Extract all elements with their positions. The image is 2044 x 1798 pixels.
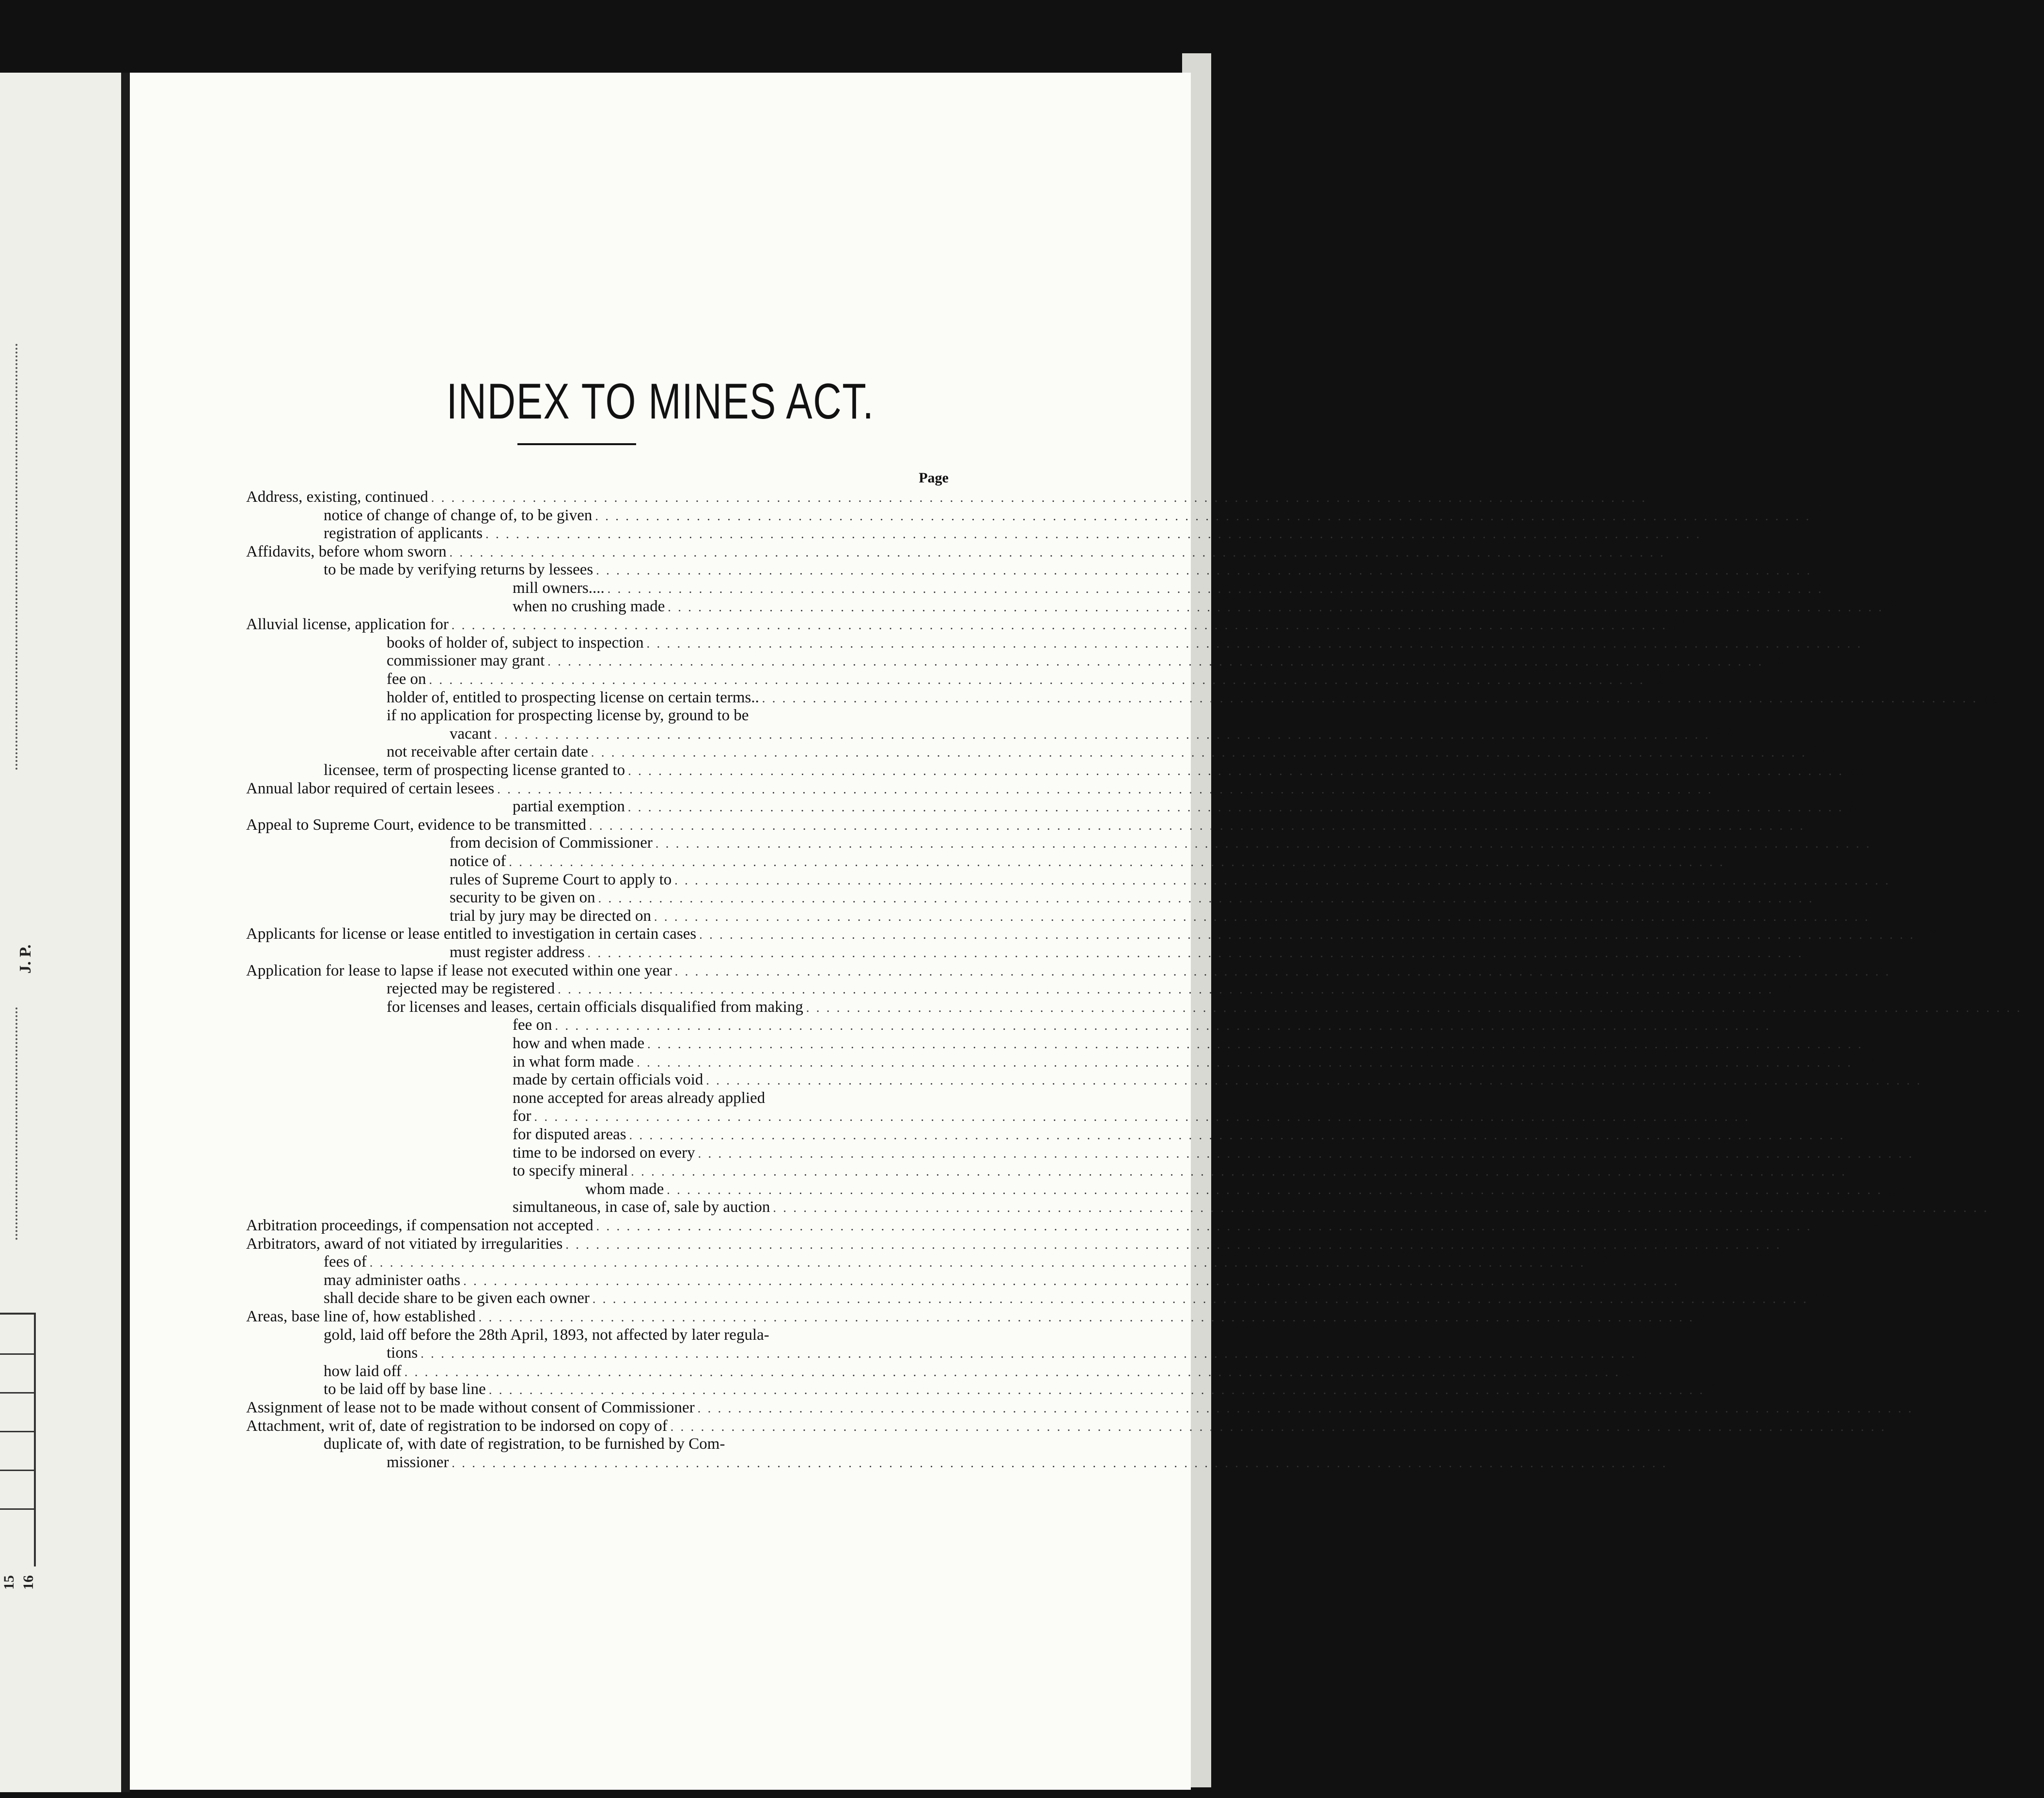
strip-table-line [0,1392,34,1394]
index-entry [246,779,1735,798]
index-entry [513,1126,1868,1144]
index-entry [513,1107,1772,1126]
entry-label: fee on [513,1016,552,1034]
entry-page-number: 7 [1764,1107,1772,1125]
entry-page-number: 17 [1787,1235,1804,1253]
entry-page-number: 8 [1904,961,1913,979]
entry-page-number: 40 [1818,561,1834,579]
entry-page-number: 21 [1731,852,1747,870]
entry-page-number: 7 [2003,1198,2012,1216]
dot-leader: . . . . . . . . . . . . . . . . . . . . . . . . . . . . . . . . . . . . . . . . . . . . . . . . . . . . . . . . . . . . . . . . . . . . . . . . . . . . . . . . . . . . . . . . . . . . . . . . . . . . . . . . . . . . . . . . . . . . . . . . [534,1110,1750,1124]
entry-label: holder of, entitled to prospecting license on certain terms.. [387,688,759,706]
index-entry [387,634,1885,652]
entry-page-number: 25 [1779,980,1796,998]
entry-page-number: 46 [1592,1253,1608,1271]
dot-leader: . . . . . . . . . . . . . . . . . . . . . . . . . . . . . . . . . . . . . . . . . . . . . . . . . . . . . . . . . . . . . . . . . . . . . . . . . . . . . . . . . . . . . . . . . . . . . . . . . . . . . . . . . . . . . . . . . . . . . . . . [773,1201,1989,1215]
index-entry [246,1399,1936,1417]
entry-label: for disputed areas [513,1126,626,1143]
entry-label: shall decide share to be given each owner [324,1289,590,1307]
entry-label: Address, existing, continued [246,488,428,506]
entry-label: Arbitration proceedings, if compensation not accepted [246,1217,593,1234]
strip-table-line [0,1431,34,1432]
index-entry [450,870,1913,889]
index-entry [246,925,1937,944]
entry-label: Attachment, writ of, date of registration to be indorsed on copy of [246,1417,668,1435]
index-entry [513,1053,1875,1071]
entry-page-number: 22 [1817,506,1833,524]
entry-label: for licenses and leases, certain officials disqualified from making [387,998,803,1016]
dot-leader: . . . . . . . . . . . . . . . . . . . . . . . . . . . . . . . . . . . . . . . . . . . . . . . . . . . . . . . . . . . . . . . . . . . . . . . . . . . . . . . . . . . . . . . . . . . . . . . . . . . . . . . . . . . . . . . . . . . . . . . . [629,1128,1845,1142]
index-entry [513,1016,1794,1035]
entry-label: notice of change of change of, to be given [324,506,593,524]
entry-label: when no crushing made [513,597,665,615]
entry-page-number: 30 [1829,579,1846,597]
dot-leader: . . . . . . . . . . . . . . . . . . . . . . . . . . . . . . . . . . . . . . . . . . . . . . . . . . . . . . . . . . . . . . . . . . . . . . . . . . . . . . . . . . . . . . . . . . . . . . . . . . . . . . . . . . . . . . . . . . . . . . . . [668,600,1884,614]
index-entry [324,1435,949,1454]
entry-page-number: 36 [1716,725,1732,743]
index-entry [246,616,1690,634]
entry-label: Alluvial license, application for [246,616,449,634]
dot-leader: . . . . . . . . . . . . . . . . . . . . . . . . . . . . . . . . . . . . . . . . . . . . . . . . . . . . . . . . . . . . . . . . . . . . . . . . . . . . . . . . . . . . . . . . . . . . . . . . . . . . . . . . . . . . . . . . . . . . . . . . [637,1055,1853,1070]
index-entry [324,561,1834,579]
entry-label: gold, laid off before the 28th April, 1893, not affected by later regula- [324,1326,769,1344]
index-entry [450,725,1732,744]
entry-label: in what form made [513,1053,634,1070]
entry-label: to be made by verifying returns by lessees [324,561,593,579]
dot-leader: . . . . . . . . . . . . . . . . . . . . . . . . . . . . . . . . . . . . . . . . . . . . . . . . . . . . . . . . . . . . . . . . . . . . . . . . . . . . . . . . . . . . . . . . . . . . . . . . . . . . . . . . . . . . . . . . . . . . . . . . [488,1383,1705,1397]
dot-leader: . . . . . . . . . . . . . . . . . . . . . . . . . . . . . . . . . . . . . . . . . . . . . . . . . . . . . . . . . . . . . . . . . . . . . . . . . . . . . . . . . . . . . . . . . . . . . . . . . . . . . . . . . . . . . . . . . . . . . . . . [494,727,1710,742]
entry-page-number: 17 [1814,1289,1831,1307]
entry-page-number: 40 [1777,1016,1794,1034]
entry-label: to be laid off by base line [324,1380,486,1398]
entry-label: Affidavits, before whom sworn [246,542,447,560]
index-entry [450,907,1892,926]
dot-leader: . . . . . . . . . . . . . . . . . . . . . . . . . . . . . . . . . . . . . . . . . . . . . . . . . . . . . . . . . . . . . . . . . . . . . . . . . . . . . . . . . . . . . . . . . . . . . . . . . . . . . . . . . . . . . . . . . . . . . . . . [667,1182,1883,1197]
entry-page-number: 34 [1626,1362,1643,1380]
index-entry [513,1162,1869,1180]
dot-leader: . . . . . . . . . . . . . . . . . . . . . . . . . . . . . . . . . . . . . . . . . . . . . . . . . . . . . . . . . . . . . . . . . . . . . . . . . . . . . . . . . . . . . . . . . . . . . . . . . . . . . . . . . . . . . . . . . . . . . . . . [598,891,1814,906]
entry-page-number: 17 [1685,1271,1701,1289]
index-entry [513,579,1846,598]
dot-leader: . . . . . . . . . . . . . . . . . . . . . . . . . . . . . . . . . . . . . . . . . . . . . . . . . . . . . . . . . . . . . . . . . . . . . . . . . . . . . . . . . . . . . . . . . . . . . . . . . . . . . . . . . . . . . . . . . . . . . . . . [497,782,1713,796]
page-title: INDEX TO MINES ACT. [446,373,874,430]
entry-page-number: 35 [1869,634,1885,651]
dot-leader: . . . . . . . . . . . . . . . . . . . . . . . . . . . . . . . . . . . . . . . . . . . . . . . . . . . . . . . . . . . . . . . . . . . . . . . . . . . . . . . . . . . . . . . . . . . . . . . . . . . . . . . . . . . . . . . . . . . . . . . . [589,818,1805,833]
entry-label: none accepted for areas already applied [513,1089,765,1107]
entry-page-number: 37 [1711,1380,1727,1398]
index-entry [387,1344,1659,1363]
entry-page-number: 6, 36 [1885,1180,1918,1198]
dot-leader: . . . . . . . . . . . . . . . . . . . . . . . . . . . . . . . . . . . . . . . . . . . . . . . . . . . . . . . . . . . . . . . . . . . . . . . . . . . . . . . . . . . . . . . . . . . . . . . . . . . . . . . . . . . . . . . . . . . . . . . . [429,673,1645,687]
index-entry [387,688,2000,707]
dot-leader: . . . . . . . . . . . . . . . . . . . . . . . . . . . . . . . . . . . . . . . . . . . . . . . . . . . . . . . . . . . . . . . . . . . . . . . . . . . . . . . . . . . . . . . . . . . . . . . . . . . . . . . . . . . . . . . . . . . . . . . . [670,1419,1887,1434]
index-entry [450,889,1837,907]
index-entry [513,1089,949,1108]
index-page [130,73,2044,1790]
entry-label: missioner [387,1453,449,1471]
index-entry [324,506,1833,525]
index-entry [324,1380,1727,1399]
dot-leader: . . . . . . . . . . . . . . . . . . . . . . . . . . . . . . . . . . . . . . . . . . . . . . . . . . . . . . . . . . . . . . . . . . . . . . . . . . . . . . . . . . . . . . . . . . . . . . . . . . . . . . . . . . . . . . . . . . . . . . . . [607,582,1824,596]
entry-label: Assignment of lease not to be made without consent of Commissioner [246,1399,695,1416]
index-entry [246,961,1913,980]
entry-page-number: 35 [1769,652,1786,670]
page-column-heading: Page [919,470,949,486]
dot-leader: . . . . . . . . . . . . . . . . . . . . . . . . . . . . . . . . . . . . . . . . . . . . . . . . . . . . . . . . . . . . . . . . . . . . . . . . . . . . . . . . . . . . . . . . . . . . . . . . . . . . . . . . . . . . . . . . . . . . . . . . [647,1037,1863,1051]
entry-label: Arbitrators, award of not vitiated by irregularities [246,1235,563,1253]
entry-page-number: 22 [1671,542,1688,560]
entry-page-number: 34 [1642,1344,1659,1362]
index-entry [246,1235,1804,1254]
dot-leader: . . . . . . . . . . . . . . . . . . . . . . . . . . . . . . . . . . . . . . . . . . . . . . . . . . . . . . . . . . . . . . . . . . . . . . . . . . . . . . . . . . . . . . . . . . . . . . . . . . . . . . . . . . . . . . . . . . . . . . . . [595,509,1811,523]
dot-leader: . . . . . . . . . . . . . . . . . . . . . . . . . . . . . . . . . . . . . . . . . . . . . . . . . . . . . . . . . . . . . . . . . . . . . . . . . . . . . . . . . . . . . . . . . . . . . . . . . . . . . . . . . . . . . . . . . . . . . . . . [627,800,1844,815]
dot-leader: . . . . . . . . . . . . . . . . . . . . . . . . . . . . . . . . . . . . . . . . . . . . . . . . . . . . . . . . . . . . . . . . . . . . . . . . . . . . . . . . . . . . . . . . . . . . . . . . . . . . . . . . . . . . . . . . . . . . . . . . [592,1292,1809,1306]
entry-page-number: 7 [1928,1144,1936,1162]
strip-table-line [0,1353,34,1355]
entry-page-number: 21 [1820,889,1837,907]
dot-leader: . . . . . . . . . . . . . . . . . . . . . . . . . . . . . . . . . . . . . . . . . . . . . . . . . . . . . . . . . . . . . . . . . . . . . . . . . . . . . . . . . . . . . . . . . . . . . . . . . . . . . . . . . . . . . . . . . . . . . . . . [762,691,1978,705]
dot-leader: . . . . . . . . . . . . . . . . . . . . . . . . . . . . . . . . . . . . . . . . . . . . . . . . . . . . . . . . . . . . . . . . . . . . . . . . . . . . . . . . . . . . . . . . . . . . . . . . . . . . . . . . . . . . . . . . . . . . . . . . [451,618,1668,633]
entry-page-number: 6 [1936,1071,1944,1089]
dot-leader: . . . . . . . . . . . . . . . . . . . . . . . . . . . . . . . . . . . . . . . . . . . . . . . . . . . . . . . . . . . . . . . . . . . . . . . . . . . . . . . . . . . . . . . . . . . . . . . . . . . . . . . . . . . . . . . . . . . . . . . . [596,1219,1812,1233]
index-entry [387,1453,1690,1472]
index-entry [324,1289,1831,1308]
entry-page-number: 35 [1813,743,1829,761]
index-entry [387,707,949,725]
index-entry [246,488,1670,507]
entry-label: security to be given on [450,889,595,907]
entry-page-number: 35 [1651,670,1668,688]
entry-page-number: 35 [1673,616,1690,634]
index-entry [246,542,1688,561]
entry-label: if no application for prospecting license by, ground to be [387,707,749,725]
dot-leader: . . . . . . . . . . . . . . . . . . . . . . . . . . . . . . . . . . . . . . . . . . . . . . . . . . . . . . . . . . . . . . . . . . . . . . . . . . . . . . . . . . . . . . . . . . . . . . . . . . . . . . . . . . . . . . . . . . . . . . . . [565,1237,1781,1252]
entry-page-number: 7 [1867,1053,1875,1070]
entry-page-number: 21 [1896,870,1913,888]
entry-label: fees of [324,1253,367,1271]
dot-leader: . . . . . . . . . . . . . . . . . . . . . . . . . . . . . . . . . . . . . . . . . . . . . . . . . . . . . . . . . . . . . . . . . . . . . . . . . . . . . . . . . . . . . . . . . . . . . . . . . . . . . . . . . . . . . . . . . . . . . . . . [699,928,1915,942]
dot-leader: . . . . . . . . . . . . . . . . . . . . . . . . . . . . . . . . . . . . . . . . . . . . . . . . . . . . . . . . . . . . . . . . . . . . . . . . . . . . . . . . . . . . . . . . . . . . . . . . . . . . . . . . . . . . . . . . . . . . . . . . [646,636,1863,651]
entry-label: simultaneous, in case of, sale by auction [513,1198,770,1216]
dot-leader: . . . . . . . . . . . . . . . . . . . . . . . . . . . . . . . . . . . . . . . . . . . . . . . . . . . . . . . . . . . . . . . . . . . . . . . . . . . . . . . . . . . . . . . . . . . . . . . . . . . . . . . . . . . . . . . . . . . . . . . . [674,964,1891,978]
index-entry [585,1180,1918,1199]
index-entry [246,816,1827,835]
entry-label: licensee, term of prospecting license granted to [324,761,625,779]
strip-jp-label: J. P. [16,944,34,974]
entry-label: books of holder of, subject to inspection [387,634,644,651]
entry-page-number: 36 [1850,761,1866,779]
dot-leader: . . . . . . . . . . . . . . . . . . . . . . . . . . . . . . . . . . . . . . . . . . . . . . . . . . . . . . . . . . . . . . . . . . . . . . . . . . . . . . . . . . . . . . . . . . . . . . . . . . . . . . . . . . . . . . . . . . . . . . . . [509,855,1725,869]
dot-leader: . . . . . . . . . . . . . . . . . . . . . . . . . . . . . . . . . . . . . . . . . . . . . . . . . . . . . . . . . . . . . . . . . . . . . . . . . . . . . . . . . . . . . . . . . . . . . . . . . . . . . . . . . . . . . . . . . . . . . . . . [404,1364,1621,1379]
entry-page-number: 21 [1876,907,1892,925]
entry-page-number: 15. 16, 17 [1815,1217,1879,1234]
entry-label: made by certain officials void [513,1071,703,1089]
entry-label: whom made [585,1180,664,1198]
index-entry [246,1217,1879,1235]
entry-page-number: 35 [1984,688,2000,706]
entry-label: time to be indorsed on every [513,1144,695,1162]
entry-label: Areas, base line of, how established [246,1308,476,1325]
entry-page-number: 44 [1919,1399,1936,1416]
dot-leader: . . . . . . . . . . . . . . . . . . . . . . . . . . . . . . . . . . . . . . . . . . . . . . . . . . . . . . . . . . . . . . . . . . . . . . . . . . . . . . . . . . . . . . . . . . . . . . . . . . . . . . . . . . . . . . . . . . . . . . . . [631,1164,1847,1179]
index-entry [324,525,1724,543]
index-entry [246,1417,1909,1436]
dot-leader: . . . . . . . . . . . . . . . . . . . . . . . . . . . . . . . . . . . . . . . . . . . . . . . . . . . . . . . . . . . . . . . . . . . . . . . . . . . . . . . . . . . . . . . . . . . . . . . . . . . . . . . . . . . . . . . . . . . . . . . . [485,527,1701,542]
entry-label: partial exemption [513,798,625,816]
index-entry [450,852,1747,871]
entry-page-number: 22 [1707,525,1724,542]
entry-page-number: 40 [1853,1162,1869,1180]
dot-leader: . . . . . . . . . . . . . . . . . . . . . . . . . . . . . . . . . . . . . . . . . . . . . . . . . . . . . . . . . . . . . . . . . . . . . . . . . . . . . . . . . . . . . . . . . . . . . . . . . . . . . . . . . . . . . . . . . . . . . . . . [698,1146,1914,1161]
entry-page-number: 7 [1859,1126,1868,1143]
index-entry [387,743,1829,761]
index-entry [324,761,1866,780]
index-entry [513,798,1866,816]
strip-dotted-line [16,1008,17,1240]
index-entry [450,944,1826,962]
index-entry [513,1198,2012,1217]
entry-page-number: 6 [2036,998,2044,1016]
index-entry [387,670,1668,689]
entry-page-number: 22 [1810,944,1826,961]
index-entry [387,980,1796,998]
strip-number: 15 [1,1575,17,1590]
entry-label: duplicate of, with date of registration, to be furnished by Com- [324,1435,725,1453]
strip-table-line [0,1470,34,1471]
dot-leader: . . . . . . . . . . . . . . . . . . . . . . . . . . . . . . . . . . . . . . . . . . . . . . . . . . . . . . . . . . . . . . . . . . . . . . . . . . . . . . . . . . . . . . . . . . . . . . . . . . . . . . . . . . . . . . . . . . . . . . . . [587,946,1804,960]
entry-label: registration of applicants [324,525,483,542]
dot-leader: . . . . . . . . . . . . . . . . . . . . . . . . . . . . . . . . . . . . . . . . . . . . . . . . . . . . . . . . . . . . . . . . . . . . . . . . . . . . . . . . . . . . . . . . . . . . . . . . . . . . . . . . . . . . . . . . . . . . . . . . [674,873,1890,887]
entry-page-number: 38 [1850,798,1866,816]
index-entry [450,834,1894,852]
strip-number: 16 [20,1575,36,1590]
dot-leader: . . . . . . . . . . . . . . . . . . . . . . . . . . . . . . . . . . . . . . . . . . . . . . . . . . . . . . . . . . . . . . . . . . . . . . . . . . . . . . . . . . . . . . . . . . . . . . . . . . . . . . . . . . . . . . . . . . . . . . . . [431,491,1647,505]
entry-page-number: 26 [1673,1453,1690,1471]
dot-leader: . . . . . . . . . . . . . . . . . . . . . . . . . . . . . . . . . . . . . . . . . . . . . . . . . . . . . . . . . . . . . . . . . . . . . . . . . . . . . . . . . . . . . . . . . . . . . . . . . . . . . . . . . . . . . . . . . . . . . . . . [655,837,1872,851]
entry-label: fee on [387,670,426,688]
entry-page-number: 22 [1653,488,1670,506]
entry-label: Appeal to Supreme Court, evidence to be transmitted [246,816,586,834]
index-entry [324,1271,1701,1290]
index-entry [324,1253,1608,1271]
entry-page-number: 7 [1929,925,1937,943]
dot-leader: . . . . . . . . . . . . . . . . . . . . . . . . . . . . . . . . . . . . . . . . . . . . . . . . . . . . . . . . . . . . . . . . . . . . . . . . . . . . . . . . . . . . . . . . . . . . . . . . . . . . . . . . . . . . . . . . . . . . . . . . [558,982,1774,997]
index-entry [387,998,2044,1017]
dot-leader: . . . . . . . . . . . . . . . . . . . . . . . . . . . . . . . . . . . . . . . . . . . . . . . . . . . . . . . . . . . . . . . . . . . . . . . . . . . . . . . . . . . . . . . . . . . . . . . . . . . . . . . . . . . . . . . . . . . . . . . . [806,1000,2022,1015]
index-entry [513,597,1906,616]
entry-page-number: 37 [1701,1308,1717,1325]
entry-label: vacant [450,725,492,743]
dot-leader: . . . . . . . . . . . . . . . . . . . . . . . . . . . . . . . . . . . . . . . . . . . . . . . . . . . . . . . . . . . . . . . . . . . . . . . . . . . . . . . . . . . . . . . . . . . . . . . . . . . . . . . . . . . . . . . . . . . . . . . . [706,1073,1922,1088]
entry-label: how and when made [513,1035,645,1052]
entry-label: Annual labor required of certain lesees [246,779,495,797]
dot-leader: . . . . . . . . . . . . . . . . . . . . . . . . . . . . . . . . . . . . . . . . . . . . . . . . . . . . . . . . . . . . . . . . . . . . . . . . . . . . . . . . . . . . . . . . . . . . . . . . . . . . . . . . . . . . . . . . . . . . . . . . [369,1256,1586,1270]
dot-leader: . . . . . . . . . . . . . . . . . . . . . . . . . . . . . . . . . . . . . . . . . . . . . . . . . . . . . . . . . . . . . . . . . . . . . . . . . . . . . . . . . . . . . . . . . . . . . . . . . . . . . . . . . . . . . . . . . . . . . . . . [452,1456,1668,1470]
entry-label: how laid off [324,1362,402,1380]
entry-label: trial by jury may be directed on [450,907,652,925]
dot-leader: . . . . . . . . . . . . . . . . . . . . . . . . . . . . . . . . . . . . . . . . . . . . . . . . . . . . . . . . . . . . . . . . . . . . . . . . . . . . . . . . . . . . . . . . . . . . . . . . . . . . . . . . . . . . . . . . . . . . . . . . [596,563,1812,578]
index-entry [513,1144,1936,1162]
dot-leader: . . . . . . . . . . . . . . . . . . . . . . . . . . . . . . . . . . . . . . . . . . . . . . . . . . . . . . . . . . . . . . . . . . . . . . . . . . . . . . . . . . . . . . . . . . . . . . . . . . . . . . . . . . . . . . . . . . . . . . . . [654,909,1870,924]
gutter-divider [121,73,130,1792]
dot-leader: . . . . . . . . . . . . . . . . . . . . . . . . . . . . . . . . . . . . . . . . . . . . . . . . . . . . . . . . . . . . . . . . . . . . . . . . . . . . . . . . . . . . . . . . . . . . . . . . . . . . . . . . . . . . . . . . . . . . . . . . [463,1273,1679,1288]
entry-label: Applicants for license or lease entitled to investigation in certain cases [246,925,697,943]
entry-label: not receivable after certain date [387,743,588,761]
entry-page-number: 38 [1719,779,1735,797]
entry-page-number: 30 [1889,597,1906,615]
entry-label: to specify mineral [513,1162,628,1180]
entry-label: must register address [450,944,585,961]
entry-label: notice of [450,852,506,870]
dot-leader: . . . . . . . . . . . . . . . . . . . . . . . . . . . . . . . . . . . . . . . . . . . . . . . . . . . . . . . . . . . . . . . . . . . . . . . . . . . . . . . . . . . . . . . . . . . . . . . . . . . . . . . . . . . . . . . . . . . . . . . . [555,1019,1771,1033]
strip-dotted-line [16,344,17,770]
adjacent-page-strip [0,73,121,1792]
dot-leader: . . . . . . . . . . . . . . . . . . . . . . . . . . . . . . . . . . . . . . . . . . . . . . . . . . . . . . . . . . . . . . . . . . . . . . . . . . . . . . . . . . . . . . . . . . . . . . . . . . . . . . . . . . . . . . . . . . . . . . . . [591,745,1807,760]
entry-label: tions [387,1344,418,1362]
entry-page-number: 6 [1877,1035,1886,1052]
strip-table [0,1313,36,1566]
dot-leader: . . . . . . . . . . . . . . . . . . . . . . . . . . . . . . . . . . . . . . . . . . . . . . . . . . . . . . . . . . . . . . . . . . . . . . . . . . . . . . . . . . . . . . . . . . . . . . . . . . . . . . . . . . . . . . . . . . . . . . . . [628,764,1844,778]
entry-label: commissioner may grant [387,652,545,670]
entry-label: Application for lease to lapse if lease not executed within one year [246,961,672,979]
index-entry [513,1071,1944,1089]
dot-leader: . . . . . . . . . . . . . . . . . . . . . . . . . . . . . . . . . . . . . . . . . . . . . . . . . . . . . . . . . . . . . . . . . . . . . . . . . . . . . . . . . . . . . . . . . . . . . . . . . . . . . . . . . . . . . . . . . . . . . . . . [449,545,1666,559]
title-rule [517,443,636,445]
dot-leader: . . . . . . . . . . . . . . . . . . . . . . . . . . . . . . . . . . . . . . . . . . . . . . . . . . . . . . . . . . . . . . . . . . . . . . . . . . . . . . . . . . . . . . . . . . . . . . . . . . . . . . . . . . . . . . . . . . . . . . . . [547,654,1763,669]
index-entry [324,1362,1643,1381]
entry-label: rejected may be registered [387,980,555,998]
entry-page-number: 21 [1811,816,1827,834]
entry-label: may administer oaths [324,1271,461,1289]
entry-label: mill owners.... [513,579,605,597]
dot-leader: . . . . . . . . . . . . . . . . . . . . . . . . . . . . . . . . . . . . . . . . . . . . . . . . . . . . . . . . . . . . . . . . . . . . . . . . . . . . . . . . . . . . . . . . . . . . . . . . . . . . . . . . . . . . . . . . . . . . . . . . [697,1401,1914,1415]
entry-label: rules of Supreme Court to apply to [450,870,672,888]
index-entry [246,1308,1717,1326]
entry-label: from decision of Commissioner [450,834,653,852]
index-entry [513,1035,1886,1053]
entry-page-number: 21 [1877,834,1894,852]
index-entry [324,1326,949,1345]
dot-leader: . . . . . . . . . . . . . . . . . . . . . . . . . . . . . . . . . . . . . . . . . . . . . . . . . . . . . . . . . . . . . . . . . . . . . . . . . . . . . . . . . . . . . . . . . . . . . . . . . . . . . . . . . . . . . . . . . . . . . . . . [478,1310,1695,1324]
entry-label: for [513,1107,531,1125]
strip-table-line [0,1508,34,1510]
dot-leader: . . . . . . . . . . . . . . . . . . . . . . . . . . . . . . . . . . . . . . . . . . . . . . . . . . . . . . . . . . . . . . . . . . . . . . . . . . . . . . . . . . . . . . . . . . . . . . . . . . . . . . . . . . . . . . . . . . . . . . . . [421,1347,1637,1361]
index-entry [387,652,1786,670]
entry-page-number: 25 [1892,1417,1909,1435]
